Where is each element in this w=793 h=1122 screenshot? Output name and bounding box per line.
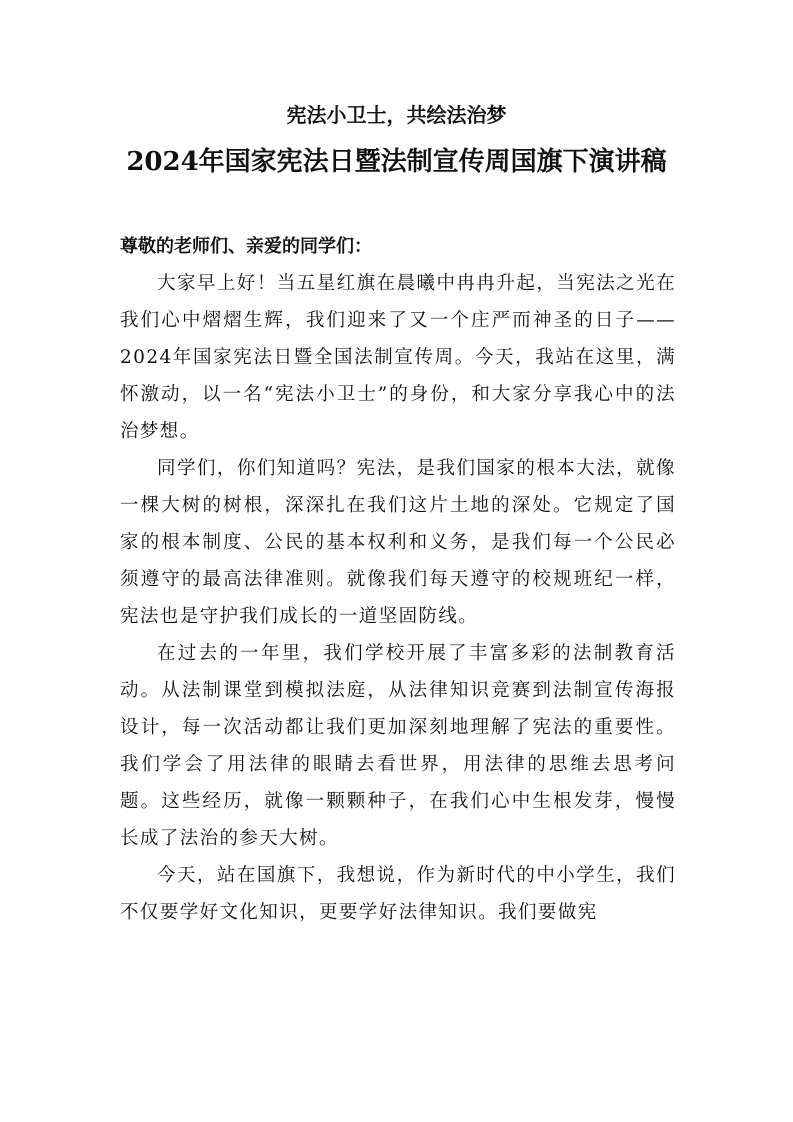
paragraph-3: 在过去的一年里，我们学校开展了丰富多彩的法制教育活动。从法制课堂到模拟法庭，从法律知识竞赛到法制宣传海报设计，每一次活动都让我们更加深刻地理解了宪法的重要性。我们学会了用法律的眼睛去看世界，用法律的思维去思考问题。这些经历，就像一颗颗种子，在我们心中生根发芽，慢慢长成了法治的参天大树。 bbox=[120, 643, 676, 849]
document-body bbox=[120, 228, 676, 931]
document-title: 2024年国家宪法日暨法制宣传周国旗下演讲稿 bbox=[126, 147, 667, 177]
paragraph-1: 大家早上好！当五星红旗在晨曦中冉冉升起，当宪法之光在我们心中熠熠生辉，我们迎来了又一个庄严而神圣的日子——2024年国家宪法日暨全国法制宣传周。今天，我站在这里，满怀激动，以一名“宪法小卫士”的身份，和大家分享我心中的法治梦想。 bbox=[120, 273, 676, 442]
document-subtitle: 宪法小卫士，共绘法治梦 bbox=[286, 103, 507, 127]
salutation: 尊敬的老师们、亲爱的同学们： bbox=[120, 236, 372, 257]
paragraph-2: 同学们，你们知道吗？宪法，是我们国家的根本大法，就像一棵大树的树根，深深扎在我们这片土地的深处。它规定了国家的根本制度、公民的基本权利和义务，是我们每一个公民必须遵守的最高法律准则。就像我们每天遵守的校规班纪一样，宪法也是守护我们成长的一道坚固防线。 bbox=[120, 458, 676, 627]
paragraph-4: 今天，站在国旗下，我想说，作为新时代的中小学生，我们不仅要学好文化知识，更要学好法律知识。我们要做宪 bbox=[120, 865, 676, 923]
